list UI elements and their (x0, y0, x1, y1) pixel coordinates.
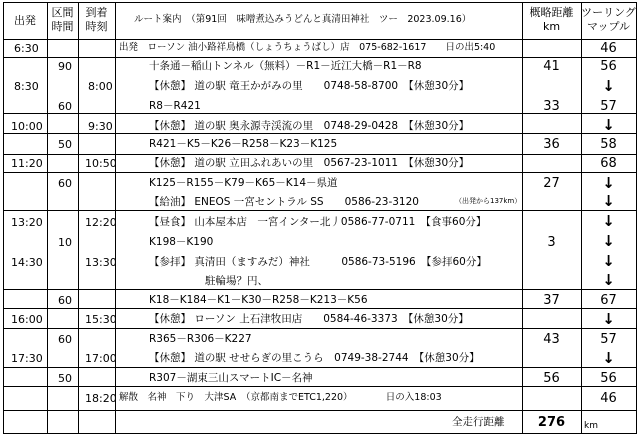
segment-time: 60 (58, 294, 72, 307)
route-text: R365－R306－K227 (149, 333, 252, 345)
arrival-time: 18:20 (85, 392, 117, 405)
route-text: K125－R155－K79－K65－K14－県道 (149, 177, 338, 189)
map-page: 56 (600, 371, 617, 386)
route-text: 駐輪場？円、 (205, 275, 268, 287)
header-segment-time-line1: 区間 (51, 6, 74, 19)
map-page: ↓ (602, 232, 615, 250)
arrival-time: 12:20 (85, 216, 117, 229)
row-divider (3, 210, 637, 211)
map-page: 58 (600, 137, 617, 152)
departure-time: 17:30 (11, 352, 43, 365)
distance-value: 56 (543, 371, 560, 386)
route-text: R307－湖東三山スマートIC－名神 (149, 372, 313, 384)
route-text: 【参拝】 真清田（ますみだ）神社 0586-73-5196 【参拝60分】 (149, 256, 487, 268)
map-page: ↓ (602, 77, 615, 95)
column-divider (78, 2, 79, 434)
route-text: 【休憩】 道の駅 せせらぎの里こうら 0749-38-2744 【休憩30分】 (149, 352, 480, 364)
distance-value: 43 (543, 332, 560, 347)
row-divider (3, 289, 637, 290)
total-distance-label: 全走行距離 (452, 416, 505, 428)
row-divider (3, 133, 637, 134)
row-divider (3, 113, 637, 114)
fuel-note: （出発から137km） (455, 197, 522, 205)
row-divider (3, 386, 637, 387)
route-text: R8－R421 (149, 100, 201, 112)
row-divider (3, 39, 637, 40)
map-page: 46 (600, 391, 617, 406)
map-page: ↓ (602, 192, 615, 210)
segment-time: 90 (58, 60, 72, 73)
segment-time: 60 (58, 333, 72, 346)
route-text: 十条通－稲山トンネル（無料）－R1－近江大橋－R1－R8 (149, 60, 422, 72)
arrival-time: 8:00 (88, 80, 113, 93)
departure-time: 13:20 (11, 216, 43, 229)
map-page: 46 (600, 41, 617, 56)
header-arrival-time-line2: 時刻 (85, 20, 108, 33)
distance-value: 41 (543, 59, 560, 74)
header-touring-map (581, 6, 636, 34)
route-text: 【昼食】 山本屋本店 一宮インター北丿0586-77-0711 【食事60分】 (149, 216, 487, 228)
map-page: ↓ (602, 212, 615, 230)
row-divider (3, 410, 637, 411)
map-page: 68 (600, 156, 617, 171)
distance-value: 36 (543, 137, 560, 152)
row-divider (3, 172, 637, 173)
route-title: ルート案内 （第91回 味噌煮込みうどんと真清田神社 ツー 2023.09.16） (134, 14, 472, 25)
segment-time: 60 (58, 100, 72, 113)
departure-time: 16:00 (11, 313, 43, 326)
route-text: 【休憩】 道の駅 竜王かがみの里 0748-58-8700 【休憩30分】 (149, 80, 470, 92)
segment-time: 60 (58, 177, 72, 190)
header-distance-line2: km (542, 20, 561, 33)
map-page: ↓ (602, 349, 615, 367)
route-text: 解散 名神 下り 大津SA （京都南までETC1,220） 日の入18:03 (119, 392, 442, 403)
route-text: R421－K5－K26－R258－K23－K125 (149, 138, 338, 150)
segment-time: 10 (58, 236, 72, 249)
distance-value: 33 (543, 99, 560, 114)
map-page: 56 (600, 59, 617, 74)
row-divider (3, 57, 637, 58)
header-arrival-time-line1: 到着 (85, 6, 108, 19)
route-text: 出発 ローソン 油小路祥鳥橋（しょうちょうばし）店 075-682-1617 日の出5:40 (119, 42, 496, 53)
row-divider (3, 154, 637, 155)
row-divider (3, 308, 637, 309)
route-text: 【休憩】 道の駅 奥永源寺渓流の里 0748-29-0428 【休憩30分】 (149, 120, 470, 132)
arrival-time: 17:00 (85, 352, 117, 365)
arrival-time: 13:30 (85, 256, 117, 269)
departure-time: 14:30 (11, 256, 43, 269)
route-text: K198－K190 (149, 236, 214, 248)
distance-value: 27 (543, 176, 560, 191)
header-touring-map-line2: マップル (586, 20, 631, 33)
header-departure: 出発 (14, 14, 36, 27)
route-text: 【給油】 ENEOS 一宮セントラル SS 0586-23-3120 (149, 196, 419, 208)
table-border-bottom (3, 433, 637, 434)
header-segment-time-line2: 時間 (51, 20, 74, 33)
map-page: 67 (600, 293, 617, 308)
route-text: 【休憩】 道の駅 立田ふれあいの里 0567-23-1011 【休憩30分】 (149, 157, 470, 169)
departure-time: 6:30 (14, 42, 39, 55)
header-touring-map-line1: ツーリング (581, 6, 636, 19)
departure-time: 8:30 (14, 80, 39, 93)
arrival-time: 9:30 (88, 120, 113, 133)
departure-time: 10:00 (11, 120, 43, 133)
header-segment-time (47, 6, 78, 34)
segment-time: 50 (58, 372, 72, 385)
map-page: ↓ (602, 271, 615, 289)
departure-time: 11:20 (11, 157, 43, 170)
row-divider (3, 367, 637, 368)
table-border-top (3, 2, 637, 3)
total-distance-unit: km (584, 421, 598, 431)
distance-value: 3 (547, 235, 556, 250)
map-page: 57 (600, 99, 617, 114)
arrival-time: 15:30 (85, 313, 117, 326)
row-divider (3, 328, 637, 329)
table-border-left (3, 2, 4, 434)
header-arrival-time (78, 6, 115, 34)
header-distance (522, 6, 581, 34)
map-page: ↓ (602, 116, 615, 134)
map-page: ↓ (602, 310, 615, 328)
map-page: 57 (600, 332, 617, 347)
header-distance-line1: 概略距離 (529, 6, 574, 19)
distance-value: 37 (543, 293, 560, 308)
column-divider (47, 2, 48, 434)
map-page: ↓ (602, 174, 615, 192)
route-text: 【休憩】 ローソン 上石津牧田店 0584-46-3373 【休憩30分】 (149, 313, 469, 325)
route-text: K18－K184－K1－K30－R258－K213－K56 (149, 294, 368, 306)
total-distance-value: 276 (537, 415, 566, 430)
map-page: ↓ (602, 252, 615, 270)
arrival-time: 10:50 (85, 157, 117, 170)
segment-time: 50 (58, 138, 72, 151)
table-border-right (636, 2, 637, 434)
